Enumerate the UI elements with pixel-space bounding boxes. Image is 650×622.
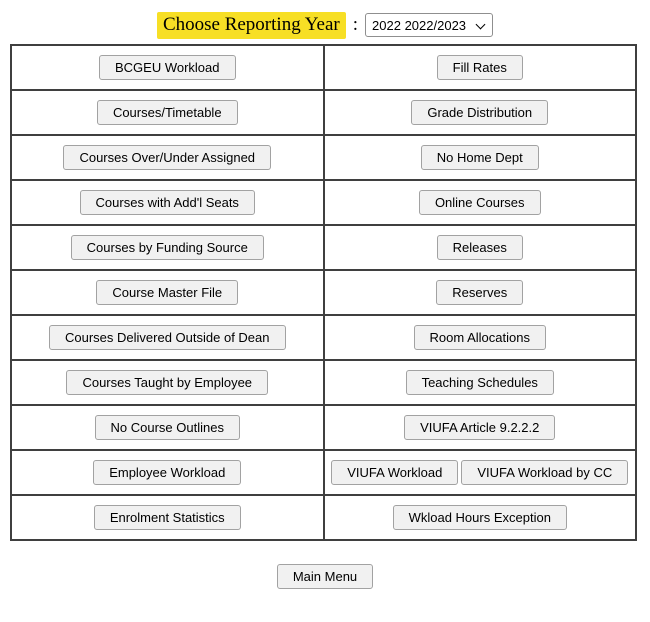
courses-over-under-assigned-button[interactable]: Courses Over/Under Assigned <box>63 145 271 170</box>
table-row <box>11 495 636 540</box>
no-home-dept-button[interactable]: No Home Dept <box>421 145 539 170</box>
table-cell <box>11 135 324 180</box>
table-cell <box>11 45 324 90</box>
table-cell <box>11 180 324 225</box>
table-row <box>11 45 636 90</box>
table-row <box>11 90 636 135</box>
table-cell <box>324 135 637 180</box>
table-cell <box>11 90 324 135</box>
course-master-file-button[interactable]: Course Master File <box>96 280 238 305</box>
online-courses-button[interactable]: Online Courses <box>419 190 541 215</box>
bcgeu-workload-button[interactable]: BCGEU Workload <box>99 55 236 80</box>
footer <box>0 564 650 589</box>
enrolment-statistics-button[interactable]: Enrolment Statistics <box>94 505 241 530</box>
table-row <box>11 405 636 450</box>
reporting-year-select-wrap <box>365 13 493 37</box>
wkload-hours-exception-button[interactable]: Wkload Hours Exception <box>393 505 567 530</box>
courses-delivered-outside-of-dean-button[interactable]: Courses Delivered Outside of Dean <box>49 325 286 350</box>
table-cell <box>324 450 637 495</box>
teaching-schedules-button[interactable]: Teaching Schedules <box>406 370 554 395</box>
table-row <box>11 225 636 270</box>
courses-by-funding-source-button[interactable]: Courses by Funding Source <box>71 235 264 260</box>
viufa-workload-by-cc-button[interactable]: VIUFA Workload by CC <box>461 460 628 485</box>
header <box>0 0 650 42</box>
table-row <box>11 450 636 495</box>
table-row <box>11 360 636 405</box>
table-cell <box>324 270 637 315</box>
table-cell <box>324 225 637 270</box>
table-cell <box>324 45 637 90</box>
table-cell <box>11 495 324 540</box>
page-title: Choose Reporting Year <box>157 12 346 39</box>
table-cell <box>11 360 324 405</box>
fill-rates-button[interactable]: Fill Rates <box>437 55 523 80</box>
table-row <box>11 315 636 360</box>
grade-distribution-button[interactable]: Grade Distribution <box>411 100 548 125</box>
employee-workload-button[interactable]: Employee Workload <box>93 460 241 485</box>
table-cell <box>11 225 324 270</box>
table-cell <box>11 270 324 315</box>
table-cell <box>324 405 637 450</box>
courses-taught-by-employee-button[interactable]: Courses Taught by Employee <box>66 370 268 395</box>
table-cell <box>324 495 637 540</box>
viufa-article-9222-button[interactable]: VIUFA Article 9.2.2.2 <box>404 415 555 440</box>
table-row <box>11 135 636 180</box>
viufa-workload-button[interactable]: VIUFA Workload <box>331 460 458 485</box>
table-cell <box>324 360 637 405</box>
reporting-year-select[interactable] <box>365 13 493 37</box>
reserves-button[interactable]: Reserves <box>436 280 523 305</box>
table-cell <box>11 315 324 360</box>
table-row <box>11 270 636 315</box>
courses-timetable-button[interactable]: Courses/Timetable <box>97 100 238 125</box>
title-separator: : <box>352 14 359 35</box>
no-course-outlines-button[interactable]: No Course Outlines <box>95 415 240 440</box>
table-row <box>11 180 636 225</box>
table-cell <box>324 315 637 360</box>
reports-table <box>10 44 637 541</box>
table-cell <box>11 450 324 495</box>
room-allocations-button[interactable]: Room Allocations <box>414 325 546 350</box>
table-cell <box>11 405 324 450</box>
releases-button[interactable]: Releases <box>437 235 523 260</box>
table-cell <box>324 90 637 135</box>
main-menu-button[interactable]: Main Menu <box>277 564 373 589</box>
courses-with-addl-seats-button[interactable]: Courses with Add'l Seats <box>80 190 255 215</box>
table-cell <box>324 180 637 225</box>
